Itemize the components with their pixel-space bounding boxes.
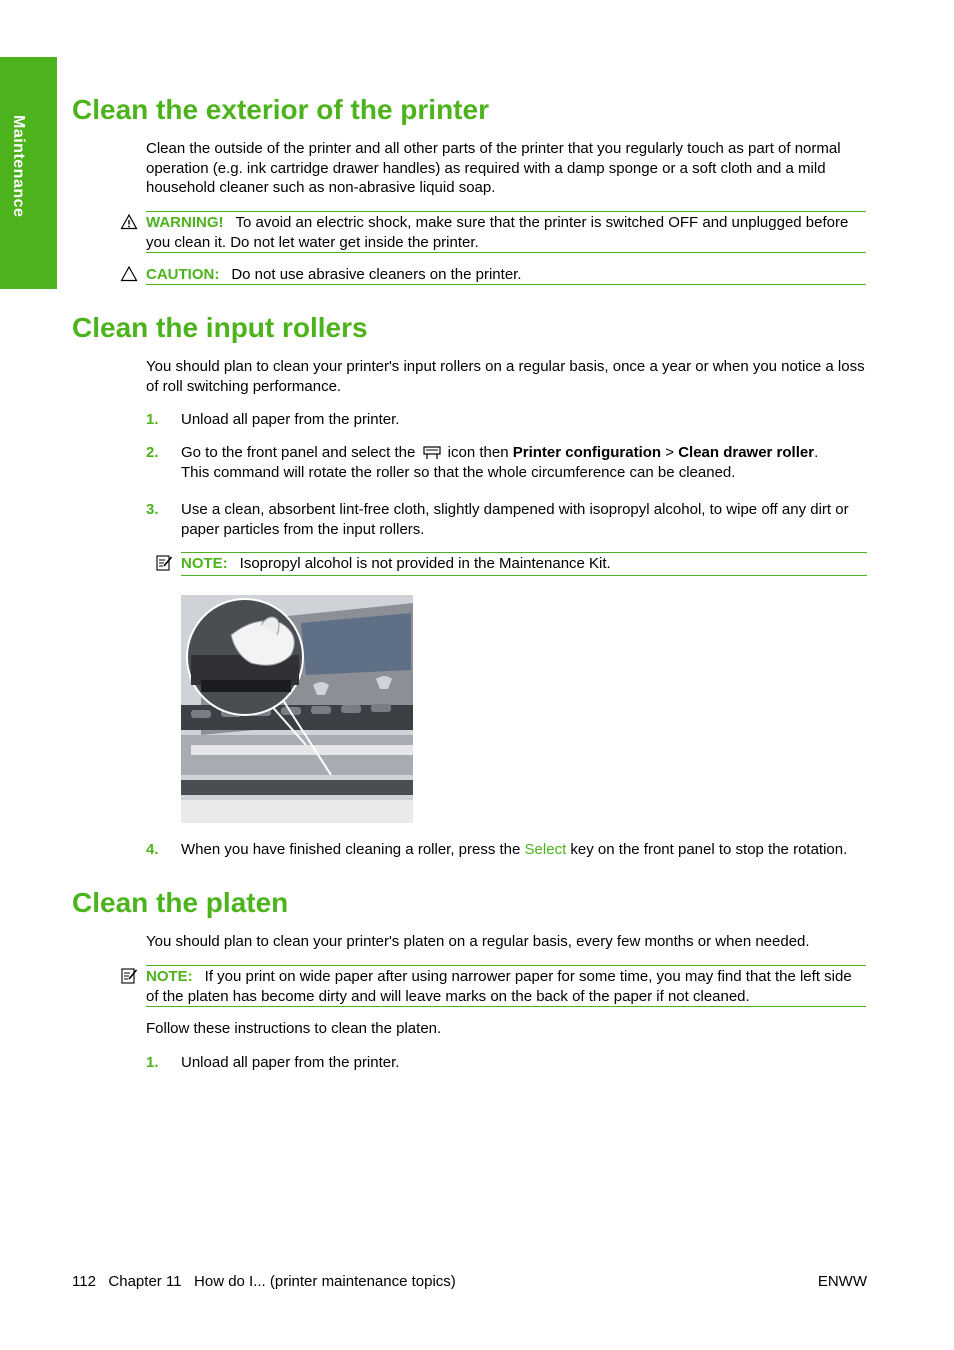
note-icon <box>155 554 173 572</box>
caution-text: Do not use abrasive cleaners on the printer. <box>231 266 522 283</box>
step-number: 4. <box>146 841 159 858</box>
note-box-rollers <box>181 552 867 576</box>
step-text: When you have finished cleaning a roller, press the Select key on the front panel to stop the rotation. <box>181 841 848 858</box>
note-box-platen <box>146 965 866 1007</box>
note-icon <box>120 967 138 985</box>
side-tab <box>0 57 57 289</box>
footer-left: 112 Chapter 11 How do I... (printer maintenance topics) <box>72 1273 456 1290</box>
section-title-platen: Clean the platen <box>72 887 289 918</box>
step-number: 1. <box>146 1054 159 1071</box>
note-text: Isopropyl alcohol is not provided in the Maintenance Kit. <box>239 555 611 572</box>
page-footer <box>72 1272 867 1292</box>
step-number: 3. <box>146 501 159 518</box>
paragraph-rollers-intro: You should plan to clean your printer's input rollers on a regular basis, once a year or when you notice a loss of roll switching performance. <box>146 358 865 395</box>
warning-text: To avoid an electric shock, make sure that the printer is switched OFF and unplugged before you clean it. Do not let water get inside the printer. <box>146 214 849 251</box>
side-tab-label: Maintenance <box>10 115 27 218</box>
note-label: NOTE: <box>181 555 228 572</box>
caution-label: CAUTION: <box>146 266 220 283</box>
printer-setup-icon <box>422 444 442 460</box>
warning-icon <box>120 213 138 231</box>
section-title-exterior: Clean the exterior of the printer <box>72 94 489 125</box>
caution-box <box>146 264 866 285</box>
select-key-link[interactable]: Select <box>524 841 567 858</box>
paragraph-exterior-intro: Clean the outside of the printer and all other parts of the printer that you regularly touch as part of normal operation (e.g. ink cartridge drawer handles) as required with a damp sponge or a soft cloth and a mild household cleaner such as non-abrasive liquid soap. <box>146 140 841 196</box>
section-title-input-rollers: Clean the input rollers <box>72 312 368 343</box>
paragraph-platen-follow: Follow these instructions to clean the platen. <box>146 1020 442 1037</box>
input-roller-cleaning-illustration <box>181 595 413 823</box>
note-label: NOTE: <box>146 968 193 985</box>
step-text: Unload all paper from the printer. <box>181 411 400 428</box>
note-text: If you print on wide paper after using narrower paper for some time, you may find that the left side of the platen has become dirty and will leave marks on the back of the paper if not cleaned. <box>146 968 852 1005</box>
paragraph-platen-intro: You should plan to clean your printer's platen on a regular basis, every few months or when needed. <box>146 933 810 950</box>
caution-icon <box>120 265 138 283</box>
step-text: Use a clean, absorbent lint-free cloth, slightly dampened with isopropyl alcohol, to wipe off any dirt or paper particles from the input rollers. <box>181 501 849 538</box>
step-text: Unload all paper from the printer. <box>181 1054 400 1071</box>
warning-box <box>146 211 866 253</box>
step-number: 2. <box>146 444 159 461</box>
warning-label: WARNING! <box>146 214 224 231</box>
step-number: 1. <box>146 411 159 428</box>
footer-right: ENWW <box>817 1273 867 1290</box>
step-text: Go to the front panel and select the icon then Printer configuration > Clean drawer roller. This command will rotate the roller so that the whole circumference can be cleaned. <box>181 444 819 481</box>
